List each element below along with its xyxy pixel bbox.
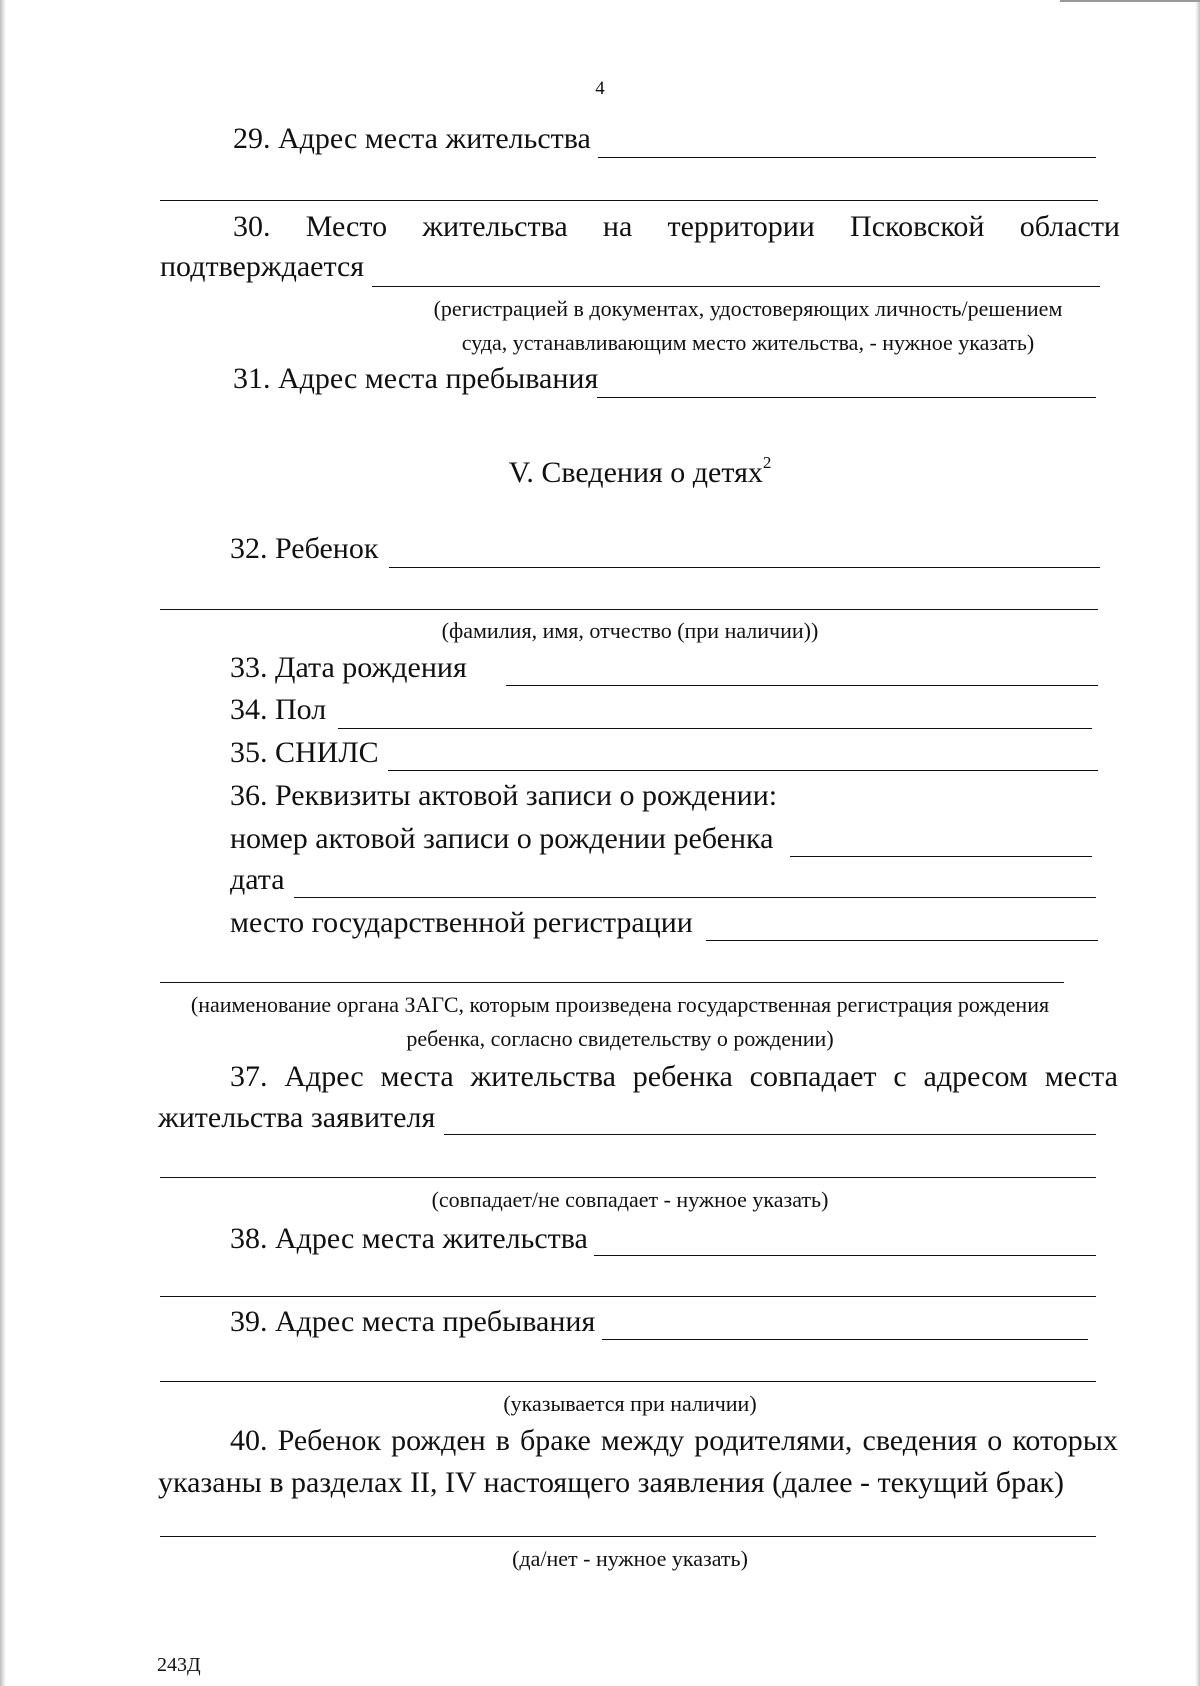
w37-word: места — [380, 1060, 454, 1093]
item-34-field-line[interactable] — [338, 728, 1092, 729]
w30-word: области — [1019, 210, 1120, 243]
item-30-caption-1: (регистрацией в документах, удостоверяющих личность/решением — [433, 296, 1063, 321]
item-36-place-field-line-2[interactable] — [160, 982, 1064, 983]
item-37-field-line-2[interactable] — [160, 1177, 1096, 1178]
item-36-date-field-line[interactable] — [294, 897, 1096, 898]
w30-word: на — [602, 210, 633, 243]
w37-word: места — [1044, 1060, 1118, 1093]
w30-word: 30. — [233, 210, 271, 243]
item-30-cont: подтверждается — [160, 250, 365, 283]
item-36-caption-1: (наименование органа ЗАГС, которым произведена государственная регистрация рождения — [190, 992, 1050, 1017]
item-31-label: 31. Адрес места пребывания — [233, 362, 599, 395]
item-37-line-1 — [230, 1060, 1118, 1094]
w37-word: ребенка — [632, 1060, 733, 1093]
item-39-field-line-2[interactable] — [160, 1381, 1096, 1382]
w37-word: адресом — [923, 1060, 1028, 1093]
item-40-caption: (да/нет - нужное указать) — [512, 1546, 748, 1571]
w40-word: Ребенок — [277, 1424, 381, 1457]
w40-word: о — [987, 1424, 1003, 1457]
item-36-number-label: номер актовой записи о рождении ребенка — [230, 822, 774, 855]
scan-edge-right — [1195, 0, 1200, 1686]
item-32-field-line[interactable] — [389, 567, 1100, 568]
item-40-cont: указаны в разделах II, IV настоящего заявления (далее - текущий брак) — [158, 1466, 1064, 1499]
w40-word: 40. — [230, 1424, 268, 1457]
footnote-marker: 2 — [762, 453, 772, 472]
item-29-field-line[interactable] — [598, 157, 1096, 158]
w30-word: жительства — [422, 210, 568, 243]
item-30-caption-2: суда, устанавливающим место жительства, - нужное указать) — [461, 330, 1035, 355]
item-33-label: 33. Дата рождения — [230, 651, 467, 684]
w37-word: совпадает — [749, 1060, 877, 1093]
item-39-caption: (указывается при наличии) — [503, 1391, 757, 1416]
item-31-field-line[interactable] — [597, 397, 1096, 398]
item-38-field-line-2[interactable] — [160, 1296, 1096, 1297]
w37-word: Адрес — [284, 1060, 364, 1093]
w40-word: которых — [1012, 1424, 1118, 1457]
w40-word: рожден — [391, 1424, 486, 1457]
item-29-label: 29. Адрес места жительства — [233, 122, 591, 155]
w30-word: Место — [305, 210, 388, 243]
item-40-field-line[interactable] — [160, 1536, 1096, 1537]
scan-corner-mark — [1060, 0, 1200, 2]
item-39-label: 39. Адрес места пребывания — [230, 1305, 596, 1338]
item-40-line-1 — [230, 1424, 1118, 1458]
w37-word: жительства — [470, 1060, 616, 1093]
w30-word: Псковской — [850, 210, 985, 243]
item-32-field-line-2[interactable] — [160, 609, 1098, 610]
item-38-field-line[interactable] — [594, 1255, 1096, 1256]
w40-word: браке — [520, 1424, 591, 1457]
scan-edge-left — [0, 0, 6, 1686]
w37-word: 37. — [230, 1060, 268, 1093]
item-36-date-label: дата — [230, 863, 285, 896]
item-34-label: 34. Пол — [230, 693, 327, 726]
item-29-field-line-2[interactable] — [160, 200, 1098, 201]
item-37-field-line[interactable] — [444, 1134, 1096, 1135]
item-36-place-field-line[interactable] — [706, 940, 1098, 941]
page-number: 4 — [595, 78, 605, 99]
item-33-field-line[interactable] — [506, 685, 1098, 686]
item-36-number-field-line[interactable] — [790, 856, 1092, 857]
item-36-place-label: место государственной регистрации — [230, 906, 693, 939]
item-35-label: 35. СНИЛС — [230, 736, 379, 769]
item-37-caption: (совпадает/не совпадает - нужное указать) — [431, 1187, 829, 1212]
item-38-label: 38. Адрес места жительства — [230, 1222, 588, 1255]
item-30-field-line[interactable] — [372, 286, 1100, 287]
item-37-cont: жительства заявителя — [158, 1101, 436, 1134]
footer-document-code: 243Д — [157, 1654, 201, 1676]
w40-word: родителями, — [694, 1424, 853, 1457]
item-36-caption-2: ребенка, согласно свидетельству о рождении) — [406, 1026, 834, 1051]
item-30-line-1 — [233, 210, 1120, 244]
w40-word: сведения — [862, 1424, 978, 1457]
item-36-label: 36. Реквизиты актовой записи о рождении: — [230, 779, 778, 812]
w37-word: с — [893, 1060, 907, 1093]
w40-word: между — [600, 1424, 685, 1457]
w40-word: в — [495, 1424, 510, 1457]
item-32-caption: (фамилия, имя, отчество (при наличии)) — [441, 618, 819, 643]
item-35-field-line[interactable] — [388, 770, 1098, 771]
item-32-label: 32. Ребенок — [230, 532, 379, 565]
section-heading: V. Сведения о детях$^2$ — [508, 453, 772, 489]
w30-word: территории — [667, 210, 815, 243]
item-39-field-line[interactable] — [602, 1339, 1088, 1340]
